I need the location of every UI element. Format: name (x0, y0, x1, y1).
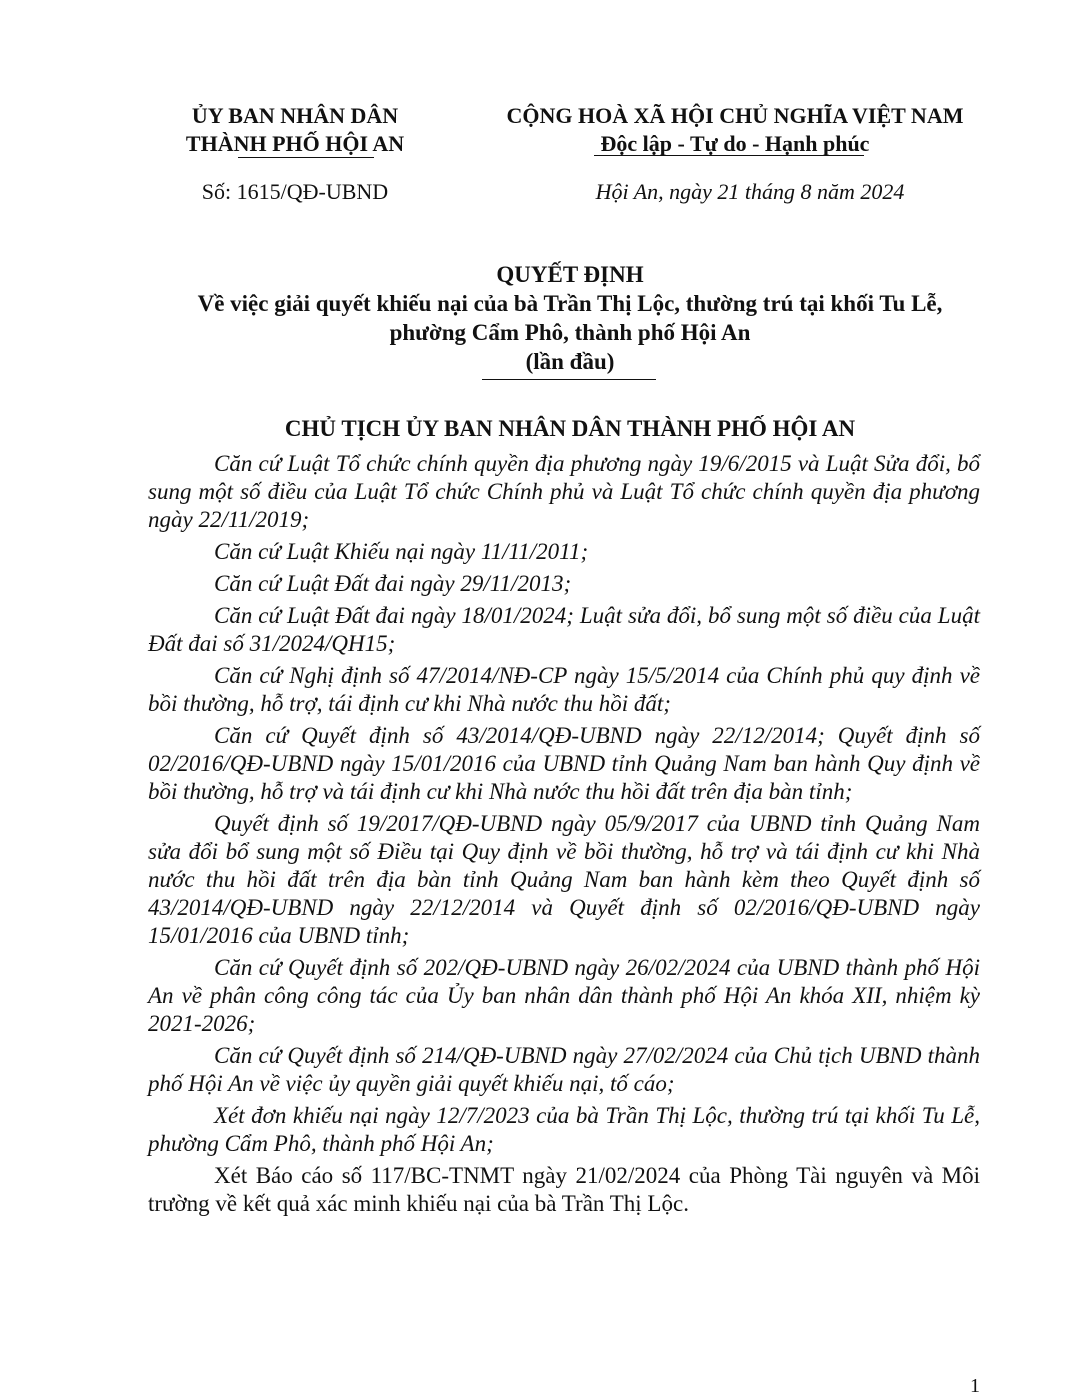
complaint-review-paragraph: Xét đơn khiếu nại ngày 12/7/2023 của bà Trần Thị Lộc, thường trú tại khối Tu Lễ, phường Cẩm Phô, thành phố Hội An; (148, 1103, 980, 1156)
agency-line-1: ỦY BAN NHÂN DÂN (191, 103, 399, 128)
national-name: CỘNG HOÀ XÃ HỘI CHỦ NGHĨA VIỆT NAM (506, 103, 964, 128)
issuing-agency (160, 102, 430, 158)
legal-basis-paragraph: Căn cứ Nghị định số 47/2014/NĐ-CP ngày 15/5/2014 của Chính phủ quy định về bồi thường, hỗ trợ, tái định cư khi Nhà nước thu hồi đất; (148, 663, 980, 716)
page-number: 1 (970, 1375, 980, 1397)
decision-heading: QUYẾT ĐỊNH (496, 262, 644, 287)
report-review-paragraph: Xét Báo cáo số 117/BC-TNMT ngày 21/02/2024 của Phòng Tài nguyên và Môi trường về kết quả xác minh khiếu nại của bà Trần Thị Lộc. (148, 1163, 980, 1216)
legal-basis-paragraph: Căn cứ Luật Đất đai ngày 29/11/2013; (214, 571, 572, 596)
decision-subject-line-1: Về việc giải quyết khiếu nại của bà Trần Thị Lộc, thường trú tại khối Tu Lễ, (197, 291, 943, 316)
legal-basis-paragraph: Căn cứ Luật Tổ chức chính quyền địa phương ngày 19/6/2015 và Luật Sửa đổi, bổ sung một số điều của Luật Tổ chức Chính phủ và Luật Tổ chức chính quyền địa phương ngày 22/11/2019; (148, 451, 980, 532)
document-body (148, 450, 980, 1222)
legal-basis-paragraph: Căn cứ Quyết định số 43/2014/QĐ-UBND ngày 22/12/2014; Quyết định số 02/2016/QĐ-UBND ngày 15/01/2016 của UBND tỉnh Quảng Nam ban hành Quy định về bồi thường, hỗ trợ và tái định cư khi Nhà nước thu hồi đất trên địa bàn tỉnh; (148, 723, 980, 804)
national-header (500, 102, 970, 158)
decision-subject-line-3: (lần đầu) (525, 349, 615, 374)
decision-title-block (100, 260, 1040, 376)
national-motto: Độc lập - Tự do - Hạnh phúc (600, 131, 870, 156)
title-underline (482, 379, 656, 380)
place-date: Hội An, ngày 21 tháng 8 năm 2024 (595, 179, 905, 204)
legal-basis-paragraph: Căn cứ Luật Đất đai ngày 18/01/2024; Luật sửa đổi, bổ sung một số điều của Luật Đất đai số 31/2024/QH15; (148, 603, 980, 656)
motto-underline (594, 155, 864, 156)
document-number: Số: 1615/QĐ-UBND (201, 179, 389, 204)
agency-underline (238, 157, 374, 158)
legal-basis-paragraph: Căn cứ Quyết định số 214/QĐ-UBND ngày 27/02/2024 của Chủ tịch UBND thành phố Hội An về việc ủy quyền giải quyết khiếu nại, tố cáo; (148, 1043, 980, 1096)
agency-line-2: THÀNH PHỐ HỘI AN (185, 131, 405, 156)
legal-basis-paragraph: Căn cứ Quyết định số 202/QĐ-UBND ngày 26/02/2024 của UBND thành phố Hội An về phân công công tác của Ủy ban nhân dân thành phố Hội An khóa XII, nhiệm kỳ 2021-2026; (148, 955, 980, 1036)
decision-subject-line-2: phường Cẩm Phô, thành phố Hội An (389, 320, 751, 345)
legal-basis-paragraph: Quyết định số 19/2017/QĐ-UBND ngày 05/9/2017 của UBND tỉnh Quảng Nam sửa đổi bổ sung một số Điều tại Quy định về bồi thường, hỗ trợ và tái định cư khi Nhà nước thu hồi đất trên địa bàn tỉnh Quảng Nam ban hành kèm theo Quyết định số 43/2014/QĐ-UBND ngày 22/12/2014 và Quyết định số 02/2016/QĐ-UBND ngày 15/01/2016 của UBND tỉnh; (148, 811, 980, 948)
authority-heading: CHỦ TỊCH ỦY BAN NHÂN DÂN THÀNH PHỐ HỘI AN (284, 416, 856, 441)
legal-basis-paragraph: Căn cứ Luật Khiếu nại ngày 11/11/2011; (214, 539, 589, 564)
